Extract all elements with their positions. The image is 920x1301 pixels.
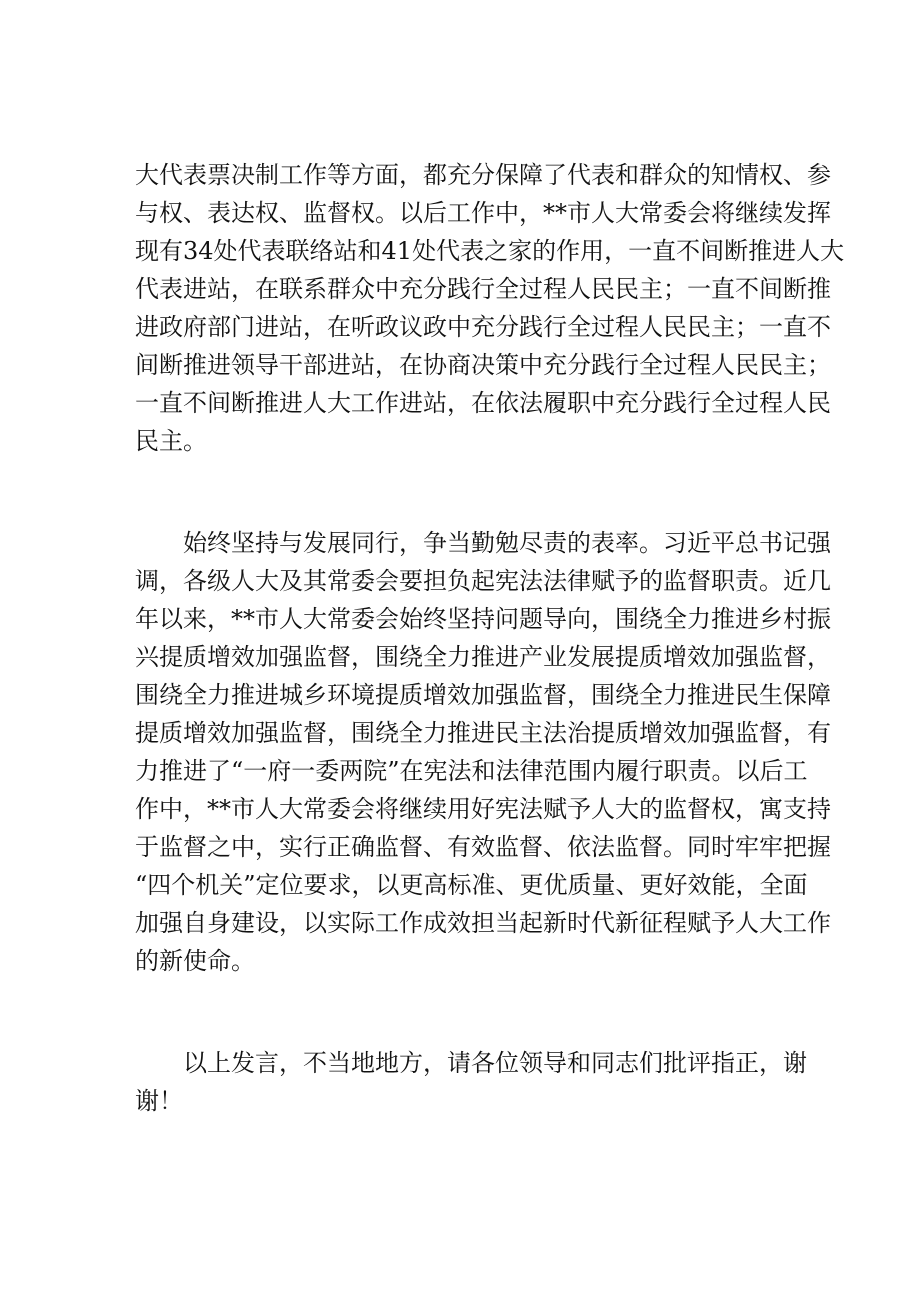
paragraph-line: 力推进了“一府一委两院”在宪法和法律范围内履行职责。以后工	[135, 757, 808, 785]
paragraph-line: 作中，**市人大常委会将继续用好宪法赋予人大的监督权，寓支持	[135, 795, 831, 823]
paragraph-line: “四个机关”定位要求，以更高标准、更优质量、更好效能，全面	[135, 871, 808, 899]
paragraph-line: 于监督之中，实行正确监督、有效监督、依法监督。同时牢牢把握	[135, 833, 831, 861]
paragraph-line: 调，各级人大及其常委会要担负起宪法法律赋予的监督职责。近几	[135, 567, 831, 595]
paragraph-line: 年以来，**市人大常委会始终坚持问题导向，围绕全力推进乡村振	[135, 605, 831, 633]
paragraph-line: 民主。	[135, 427, 207, 455]
paragraph-line: 进政府部门进站，在听政议政中充分践行全过程人民民主；一直不	[135, 313, 831, 341]
paragraph-line: 谢！	[135, 1087, 183, 1115]
paragraph-line: 与权、表达权、监督权。以后工作中，**市人大常委会将继续发挥	[135, 199, 831, 227]
paragraph-line: 代表进站，在联系群众中充分践行全过程人民民主；一直不间断推	[135, 275, 831, 303]
paragraph-line: 始终坚持与发展同行，争当勤勉尽责的表率。习近平总书记强	[183, 529, 831, 557]
paragraph-line: 大代表票决制工作等方面，都充分保障了代表和群众的知情权、参	[135, 161, 831, 189]
paragraph-line: 加强自身建设，以实际工作成效担当起新时代新征程赋予人大工作	[135, 909, 831, 937]
paragraph-line: 围绕全力推进城乡环境提质增效加强监督，围绕全力推进民生保障	[135, 681, 831, 709]
paragraph-line: 的新使命。	[135, 947, 255, 975]
paragraph-line: 现有34处代表联络站和41处代表之家的作用，一直不间断推进人大	[135, 237, 845, 265]
paragraph-line: 间断推进领导干部进站，在协商决策中充分践行全过程人民民主；	[135, 351, 831, 379]
paragraph-line: 以上发言，不当地地方，请各位领导和同志们批评指正，谢	[183, 1049, 807, 1077]
paragraph-line: 兴提质增效加强监督，围绕全力推进产业发展提质增效加强监督，	[135, 643, 831, 671]
paragraph-line: 提质增效加强监督，围绕全力推进民主法治提质增效加强监督，有	[135, 719, 831, 747]
paragraph-line: 一直不间断推进人大工作进站，在依法履职中充分践行全过程人民	[135, 389, 831, 417]
